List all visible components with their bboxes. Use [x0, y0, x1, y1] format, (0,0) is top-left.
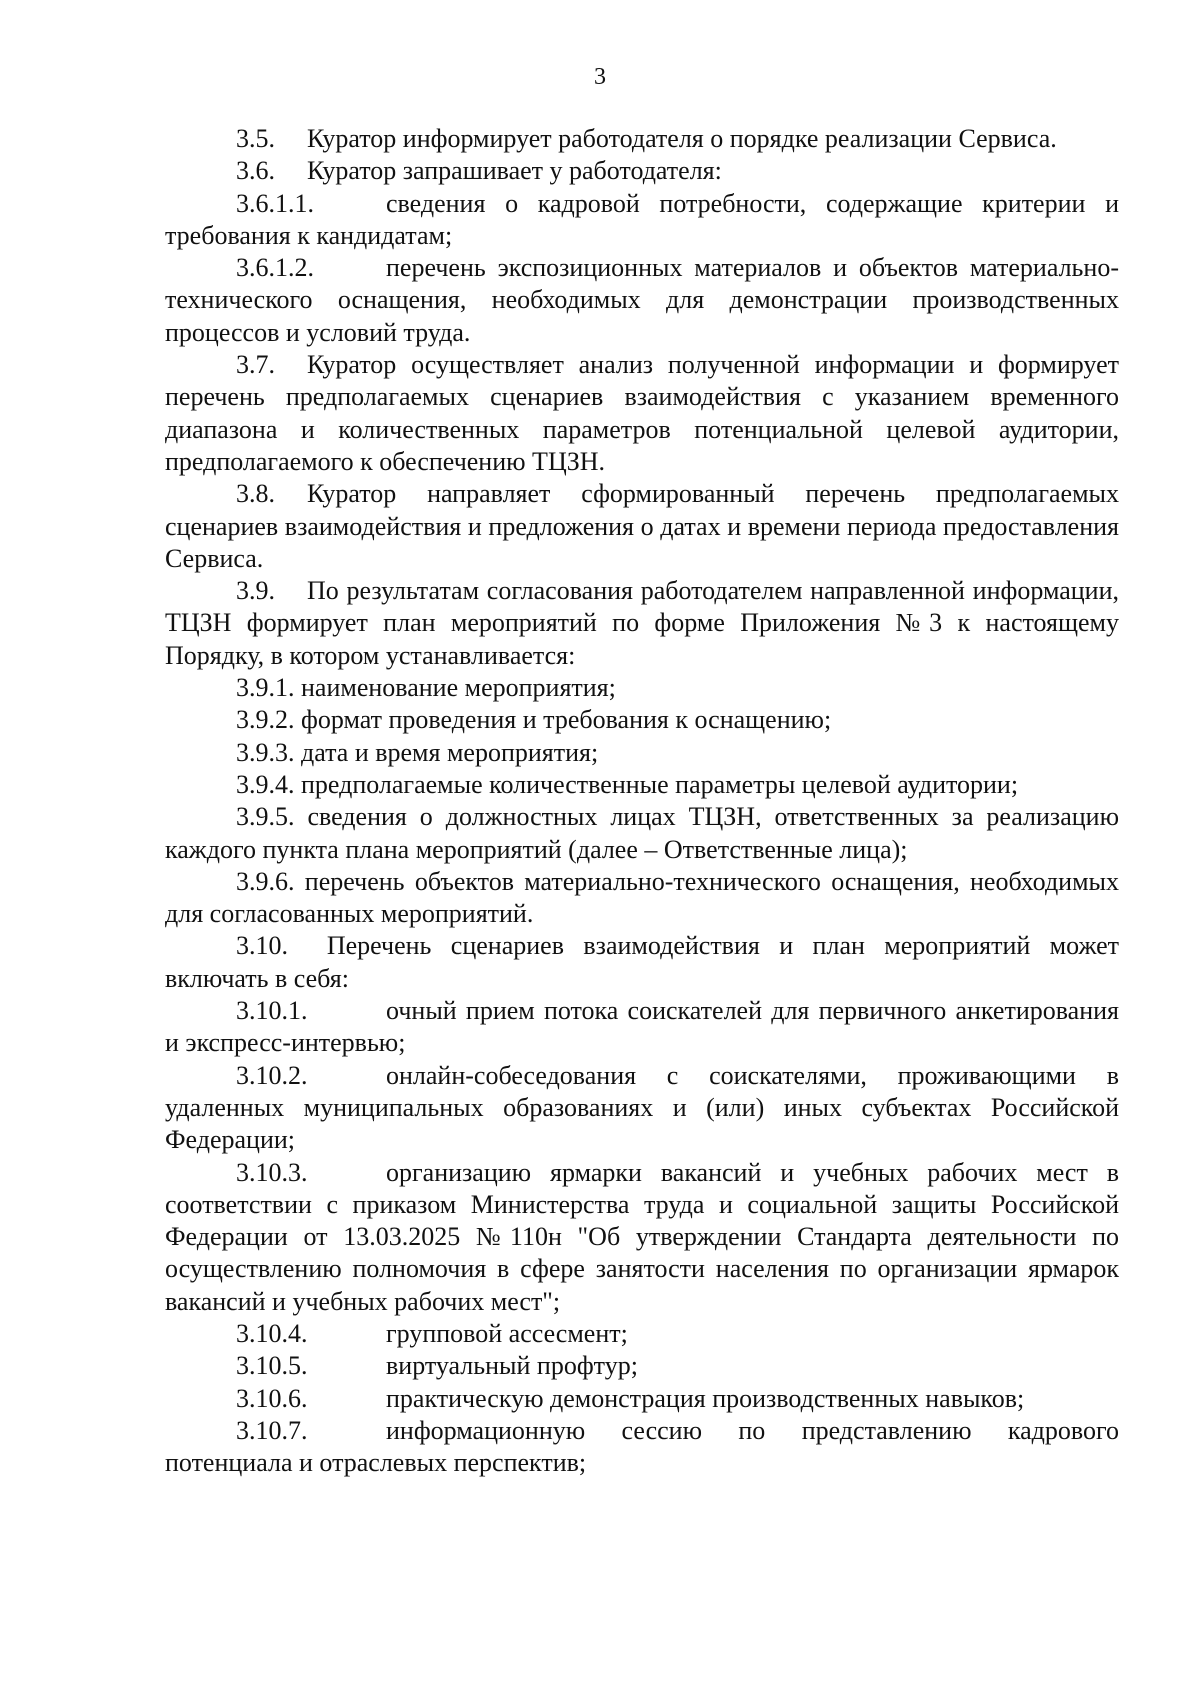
- item-number: 3.9.2.: [236, 705, 295, 735]
- item-text: Куратор информирует работодателя о порядке реализации Сервиса.: [307, 124, 1057, 153]
- item-number: 3.6.1.2.: [236, 253, 314, 283]
- item-text: Перечень сценариев взаимодействия и план мероприятий может включать в себя:: [165, 931, 1119, 993]
- item-text: групповой ассесмент;: [386, 1318, 628, 1348]
- paragraph-3-6-1-1: [165, 188, 1119, 253]
- item-text: наименование мероприятия;: [301, 673, 616, 703]
- item-text: дата и время мероприятия;: [301, 737, 599, 767]
- item-text: информационную сессию по представлению кадрового потенциала и отраслевых перспектив;: [165, 1415, 1119, 1478]
- item-number: 3.8.: [236, 479, 275, 509]
- paragraph-3-10-4: [165, 1318, 1119, 1350]
- item-number: 3.5.: [236, 124, 275, 153]
- paragraph-3-9-5: [165, 801, 1119, 866]
- paragraph-3-9-1: [165, 672, 1119, 704]
- item-number: 3.10.5.: [236, 1351, 308, 1381]
- item-text: очный прием потока соискателей для первичного анкетирования и экспресс-интервью;: [165, 996, 1119, 1058]
- item-number: 3.9.4.: [236, 769, 295, 799]
- item-number: 3.6.: [236, 156, 275, 186]
- item-text: сведения о кадровой потребности, содержащие критерии и требования к кандидатам;: [165, 188, 1119, 250]
- item-number: 3.10.: [236, 931, 288, 961]
- item-number: 3.6.1.1.: [236, 188, 314, 218]
- item-number: 3.10.4.: [236, 1318, 308, 1348]
- item-text: перечень экспозиционных материалов и объектов материально-технического оснащения, необходимых для демонстрации производственных процессов и условий труда.: [165, 253, 1119, 347]
- item-number: 3.10.3.: [236, 1157, 308, 1187]
- paragraph-3-10-3: [165, 1157, 1119, 1318]
- item-text: виртуальный профтур;: [386, 1351, 638, 1381]
- item-number: 3.7.: [236, 350, 275, 380]
- item-number: 3.9.3.: [236, 737, 295, 767]
- paragraph-3-9: [165, 575, 1119, 672]
- item-text: Куратор направляет сформированный перечень предполагаемых сценариев взаимодействия и предложения о датах и времени периода предоставления Сервиса.: [165, 479, 1119, 573]
- item-text: Куратор осуществляет анализ полученной информации и формирует перечень предполагаемых сценариев взаимодействия с указанием временного диапазона и количественных параметров потенциальной целевой аудитории, предполагаемого к обеспечению ТЦЗН.: [165, 350, 1119, 476]
- paragraph-3-6: [165, 155, 1119, 187]
- paragraph-3-10-6: [165, 1383, 1119, 1415]
- item-text: организацию ярмарки вакансий и учебных рабочих мест в соответствии с приказом Министерства труда и социальной защиты Российской Федерации от 13.03.2025 №110н "Об утверждении Стандарта деятельности по осуществлению полномочия в сфере занятости населения по организации ярмарок вакансий и учебных рабочих мест";: [165, 1157, 1119, 1316]
- item-text: сведения о должностных лицах ТЦЗН, ответственных за реализацию каждого пункта плана мероприятий (далее – Ответственные лица);: [165, 802, 1119, 864]
- paragraph-3-5: [165, 123, 1119, 155]
- item-number: 3.10.1.: [236, 996, 308, 1026]
- item-number: 3.9.1.: [236, 673, 295, 703]
- paragraph-3-9-6: [165, 866, 1119, 931]
- paragraph-3-7: [165, 349, 1119, 478]
- page-number: 3: [594, 64, 606, 90]
- paragraph-3-10-5: [165, 1350, 1119, 1382]
- item-text: По результатам согласования работодателем направленной информации, ТЦЗН формирует план мероприятий по форме Приложения №3 к настоящему Порядку, в котором устанавливается:: [165, 576, 1119, 670]
- item-number: 3.9.6.: [236, 866, 295, 896]
- item-number: 3.10.2.: [236, 1060, 308, 1090]
- item-number: 3.10.7.: [236, 1415, 308, 1445]
- item-text: Куратор запрашивает у работодателя:: [307, 156, 722, 186]
- paragraph-3-9-2: [165, 704, 1119, 736]
- item-text: предполагаемые количественные параметры целевой аудитории;: [301, 769, 1019, 799]
- paragraph-3-6-1-2: [165, 252, 1119, 349]
- document-body: [165, 123, 1119, 1479]
- paragraph-3-8: [165, 478, 1119, 575]
- item-number: 3.10.6.: [236, 1383, 308, 1413]
- item-text: формат проведения и требования к оснащению;: [301, 705, 832, 735]
- item-text: практическую демонстрация производственных навыков;: [386, 1383, 1025, 1413]
- paragraph-3-10-7: [165, 1415, 1119, 1480]
- item-text: перечень объектов материально-технического оснащения, необходимых для согласованных мероприятий.: [165, 866, 1120, 929]
- item-number: 3.9.: [236, 576, 275, 606]
- paragraph-3-10-2: [165, 1060, 1119, 1157]
- item-number: 3.9.5.: [236, 802, 295, 832]
- item-text: онлайн-собеседования с соискателями, проживающими в удаленных муниципальных образованиях и (или) иных субъектах Российской Федерации;: [165, 1060, 1119, 1155]
- paragraph-3-9-4: [165, 769, 1119, 801]
- paragraph-3-9-3: [165, 737, 1119, 769]
- paragraph-3-10: [165, 930, 1119, 995]
- paragraph-3-10-1: [165, 995, 1119, 1060]
